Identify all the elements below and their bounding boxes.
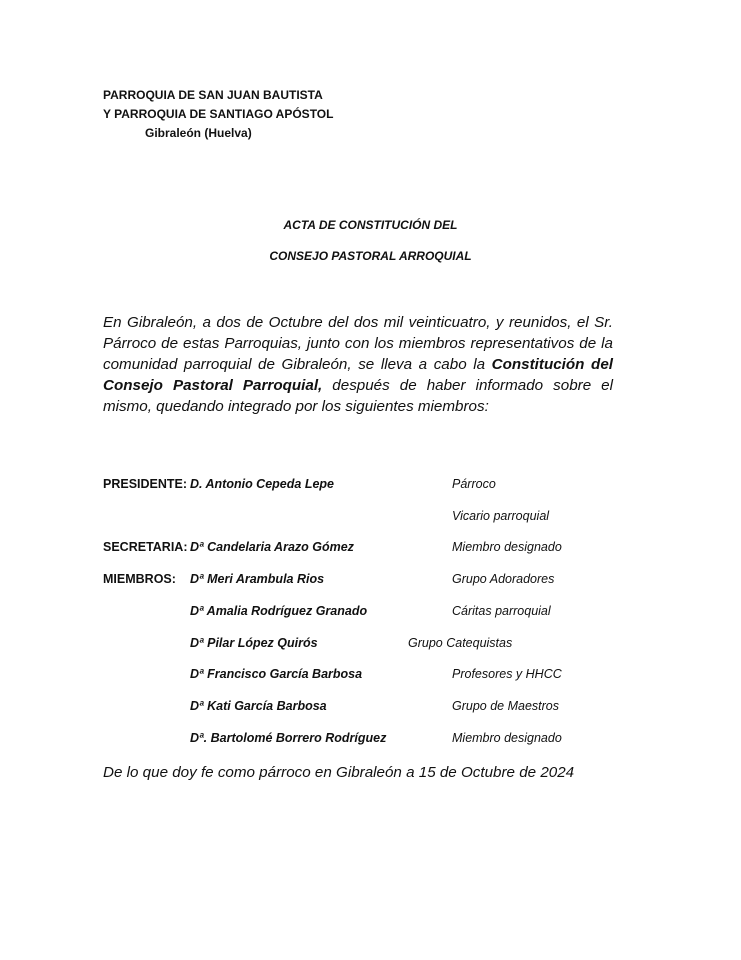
member-row — [103, 604, 663, 624]
member-row — [103, 572, 663, 592]
intro-bold-text: Constitución del Consejo Pastoral Parroquial, — [103, 356, 613, 394]
member-position: Cáritas parroquial — [452, 604, 551, 618]
intro-text-2: después de haber informado sobre el mismo, quedando integrado por los siguientes miembros: — [103, 377, 613, 415]
member-role: MIEMBROS: — [103, 572, 176, 586]
closing-statement: De lo que doy fe como párroco en Gibraleón a 15 de Octubre de 2024 — [103, 764, 575, 781]
member-position: Profesores y HHCC — [452, 667, 562, 681]
intro-paragraph — [103, 312, 613, 417]
member-row — [103, 509, 663, 529]
member-name: Dª Francisco García Barbosa — [190, 667, 363, 681]
member-name: Dª. Bartolomé Borrero Rodríguez — [190, 731, 387, 745]
member-name: Dª Kati García Barbosa — [190, 699, 327, 713]
member-name: D. Antonio Cepeda Lepe — [190, 477, 334, 491]
member-role: SECRETARIA: — [103, 540, 188, 554]
parish-name-line-1: PARROQUIA DE SAN JUAN BAUTISTA — [103, 88, 323, 102]
member-position: Párroco — [452, 477, 496, 491]
member-position: Grupo Catequistas — [408, 636, 513, 650]
member-row — [103, 667, 663, 687]
parish-header — [103, 86, 333, 143]
intro-text-1: En Gibraleón, a dos de Octubre del dos mil veinticuatro, y reunidos, el Sr. Párroco de estas Parroquias, junto con los miembros representativos de la comunidad parroquial de Gibraleón, se lleva a cabo la — [103, 314, 613, 373]
member-position: Miembro designado — [452, 540, 562, 554]
member-row — [103, 699, 663, 719]
member-name: Dª Candelaria Arazo Gómez — [190, 540, 354, 554]
member-name: Dª Amalia Rodríguez Granado — [190, 604, 368, 618]
member-position: Vicario parroquial — [452, 509, 550, 523]
member-row — [103, 731, 663, 751]
document-title-line-1: ACTA DE CONSTITUCIÓN DEL — [283, 218, 458, 232]
member-role: PRESIDENTE: — [103, 477, 188, 491]
document-title-line-2: CONSEJO PASTORAL ARROQUIAL — [269, 249, 472, 263]
member-name: Dª Pilar López Quirós — [190, 636, 318, 650]
member-row — [103, 540, 663, 560]
member-row — [103, 636, 663, 656]
member-position: Miembro designado — [452, 731, 562, 745]
member-position: Grupo de Maestros — [452, 699, 559, 713]
parish-name-line-2: Y PARROQUIA DE SANTIAGO APÓSTOL — [103, 107, 334, 121]
member-row — [103, 477, 663, 497]
member-name: Dª Meri Arambula Rios — [190, 572, 325, 586]
parish-location: Gibraleón (Huelva) — [145, 126, 252, 140]
member-position: Grupo Adoradores — [452, 572, 555, 586]
